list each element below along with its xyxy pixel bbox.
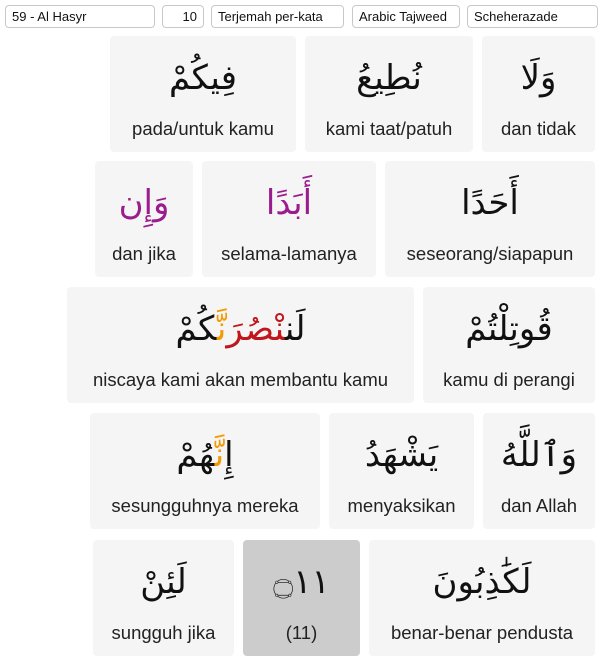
word-card[interactable] [423, 287, 595, 403]
arabic-word: أَبَدًا [265, 183, 313, 223]
translation-mode-selector[interactable]: Terjemah per-kata [211, 5, 344, 28]
word-card[interactable] [369, 540, 595, 656]
word-meaning: kamu di perangi [443, 369, 575, 390]
arabic-word [95, 175, 193, 231]
word-card[interactable] [385, 161, 595, 277]
arabic-word-text: وَإِن [118, 183, 170, 223]
arabic-word [90, 427, 320, 483]
word-meaning: niscaya kami akan membantu kamu [92, 369, 389, 390]
arabic-word: يَشْهَدُ [364, 435, 439, 475]
arabic-word [67, 301, 414, 357]
arabic-part: لَن [284, 309, 306, 349]
ayah-number-card[interactable] [243, 540, 360, 656]
word-meaning: seseorang/siapapun [406, 243, 574, 264]
ayah-selector[interactable]: 10 [162, 5, 204, 28]
word-meaning: menyaksikan [347, 495, 456, 516]
word-card[interactable] [95, 161, 193, 277]
ayah-number-label: (11) [285, 622, 318, 643]
arabic-part: هُمْ [176, 435, 215, 475]
word-card[interactable] [482, 36, 595, 152]
surah-selector[interactable]: 59 - Al Hasyr [5, 5, 155, 28]
arabic-part: نَّ [216, 309, 227, 349]
arabic-word: أَحَدًا [461, 183, 519, 223]
word-meaning: sesungguhnya mereka [111, 495, 299, 516]
word-meaning: sungguh jika [111, 622, 216, 643]
word-card[interactable] [305, 36, 473, 152]
word-card[interactable] [93, 540, 234, 656]
word-meaning: benar-benar pendusta [390, 622, 574, 643]
arabic-word: لَئِنْ [140, 562, 187, 602]
arabic-word: قُوتِلْتُمْ [465, 309, 553, 349]
word-meaning: pada/untuk kamu [132, 118, 274, 139]
word-meaning: dan tidak [500, 118, 577, 139]
toolbar [0, 0, 603, 36]
word-card[interactable] [90, 413, 320, 529]
arabic-word: لَكَٰذِبُونَ [432, 562, 532, 602]
word-meaning: selama-lamanya [221, 243, 357, 264]
arabic-part: كُمْ [175, 309, 217, 349]
arabic-word: نُطِيعُ [356, 58, 422, 98]
arabic-word: فِيكُمْ [169, 58, 237, 98]
script-selector[interactable]: Arabic Tajweed [352, 5, 460, 28]
arabic-part: نْصُرَ [226, 309, 285, 349]
arabic-part: إِ [224, 435, 234, 475]
word-card[interactable] [110, 36, 296, 152]
word-meaning: dan Allah [500, 495, 578, 516]
arabic-part: نَّ [214, 435, 225, 475]
word-card[interactable] [67, 287, 414, 403]
font-selector[interactable]: Scheherazade [467, 5, 598, 28]
ayah-end-marker: ۝١١ [273, 562, 330, 602]
word-card[interactable] [202, 161, 376, 277]
word-card[interactable] [329, 413, 474, 529]
word-card[interactable] [483, 413, 595, 529]
word-meaning: dan jika [112, 243, 176, 264]
word-meaning: kami taat/patuh [325, 118, 453, 139]
arabic-word: وَٱللَّهُ [500, 435, 578, 475]
arabic-word: وَلَا [520, 58, 557, 98]
